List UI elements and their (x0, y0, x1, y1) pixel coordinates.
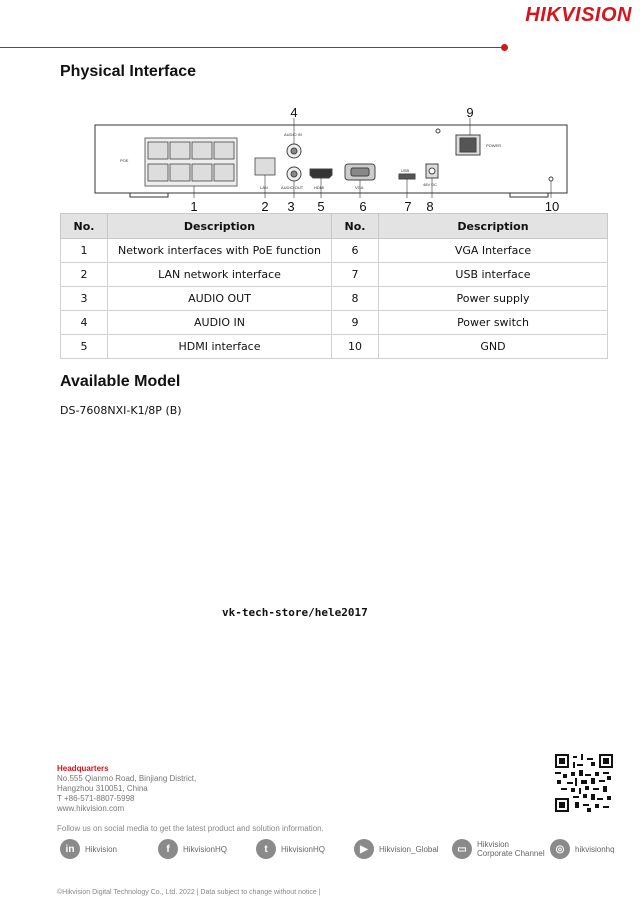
callout-1: 1 (190, 199, 198, 214)
social-label (477, 840, 545, 858)
table-cell: HDMI interface (108, 335, 332, 359)
table-cell: 3 (61, 287, 108, 311)
table-row (61, 311, 608, 335)
lan-port-label: LAN (260, 185, 268, 190)
callout-10: 10 (544, 199, 560, 214)
social-label: HikvisionHQ (281, 844, 326, 854)
headquarters-title: Headquarters (57, 764, 109, 773)
table-cell: 7 (332, 263, 379, 287)
follow-us-text: Follow us on social media to get the latest product and solution information. (57, 824, 324, 833)
copyright-text: ©Hikvision Digital Technology Co., Ltd. 2022 | Data subject to change without notice | (57, 889, 321, 896)
hdmi-label: HDMI (314, 185, 325, 190)
social-link-corporate-channel[interactable] (452, 838, 545, 860)
table-cell: Power switch (379, 311, 608, 335)
table-header-row (61, 214, 608, 239)
table-row (61, 239, 608, 263)
twitter-icon: t (256, 839, 276, 859)
watermark-text: vk-tech-store/hele2017 (222, 606, 368, 619)
facebook-icon: f (158, 839, 178, 859)
table-row (61, 287, 608, 311)
social-label: HikvisionHQ (183, 844, 228, 854)
social-link-twitter[interactable] (256, 838, 325, 860)
instagram-icon: ◎ (550, 839, 570, 859)
social-link-linkedin[interactable] (60, 838, 117, 860)
rear-panel-diagram (90, 100, 570, 218)
table-cell: 8 (332, 287, 379, 311)
table-row (61, 335, 608, 359)
table-cell: 4 (61, 311, 108, 335)
hikvision-logo: HIKVISION (525, 4, 632, 26)
table-cell: 2 (61, 263, 108, 287)
gnd-terminal (549, 177, 553, 181)
social-label: hikvisionhq (575, 844, 615, 854)
poe-ports (145, 138, 237, 186)
header-description-left: Description (108, 214, 332, 239)
table-cell: GND (379, 335, 608, 359)
tv-icon: ▭ (452, 839, 472, 859)
lan-port (255, 158, 275, 175)
hq-address-line: No.555 Qianmo Road, Binjiang District, (57, 774, 197, 783)
header-no-left: No. (61, 214, 108, 239)
model-number: DS-7608NXI-K1/8P (B) (60, 404, 182, 417)
usb-label: USB (401, 168, 410, 173)
qr-code[interactable] (555, 754, 613, 812)
callout-2: 2 (261, 199, 269, 214)
table-cell: 9 (332, 311, 379, 335)
table-cell: 6 (332, 239, 379, 263)
social-label-line: Corporate Channel (477, 849, 545, 858)
table-cell: 10 (332, 335, 379, 359)
power-switch-label: POWER (486, 143, 502, 148)
social-label: Hikvision_Global (379, 844, 439, 854)
social-link-facebook[interactable] (158, 838, 227, 860)
audio-out-label: AUDIO OUT (281, 185, 304, 190)
poe-port-label: POE (120, 158, 129, 163)
callout-5: 5 (317, 199, 325, 214)
hq-address-line: Hangzhou 310051, China (57, 784, 148, 793)
youtube-icon: ▶ (354, 839, 374, 859)
social-links (60, 838, 620, 862)
table-cell: USB interface (379, 263, 608, 287)
table-row (61, 263, 608, 287)
hdmi-port (310, 169, 332, 178)
callout-4: 4 (290, 105, 298, 120)
linkedin-icon: in (60, 839, 80, 859)
table-cell: AUDIO IN (108, 311, 332, 335)
power-input-label: 48V DC (423, 182, 438, 187)
social-label-line: Hikvision (477, 840, 510, 849)
table-cell: LAN network interface (108, 263, 332, 287)
audio-in-label: AUDIO IN (284, 132, 302, 137)
usb-port (399, 174, 415, 179)
interface-table (60, 213, 608, 359)
hq-website-link[interactable]: www.hikvision.com (57, 804, 125, 813)
headquarters-block (57, 764, 196, 814)
header-rule-dot (501, 44, 508, 51)
callout-3: 3 (287, 199, 295, 214)
vga-label: VGA (355, 185, 364, 190)
table-cell: AUDIO OUT (108, 287, 332, 311)
table-cell: 1 (61, 239, 108, 263)
table-cell: Network interfaces with PoE function (108, 239, 332, 263)
header-rule (0, 47, 504, 48)
table-cell: 5 (61, 335, 108, 359)
social-label: Hikvision (85, 844, 118, 854)
social-link-youtube[interactable] (354, 838, 439, 860)
header-description-right: Description (379, 214, 608, 239)
header-no-right: No. (332, 214, 379, 239)
callout-9: 9 (466, 105, 474, 120)
callout-7: 7 (404, 199, 412, 214)
hq-phone: T +86-571-8807-5998 (57, 794, 135, 803)
physical-interface-title: Physical Interface (60, 63, 197, 80)
table-cell: VGA Interface (379, 239, 608, 263)
social-link-instagram[interactable] (550, 838, 615, 860)
callout-6: 6 (359, 199, 367, 214)
available-model-title: Available Model (60, 373, 181, 390)
callout-8: 8 (426, 199, 434, 214)
table-cell: Power supply (379, 287, 608, 311)
